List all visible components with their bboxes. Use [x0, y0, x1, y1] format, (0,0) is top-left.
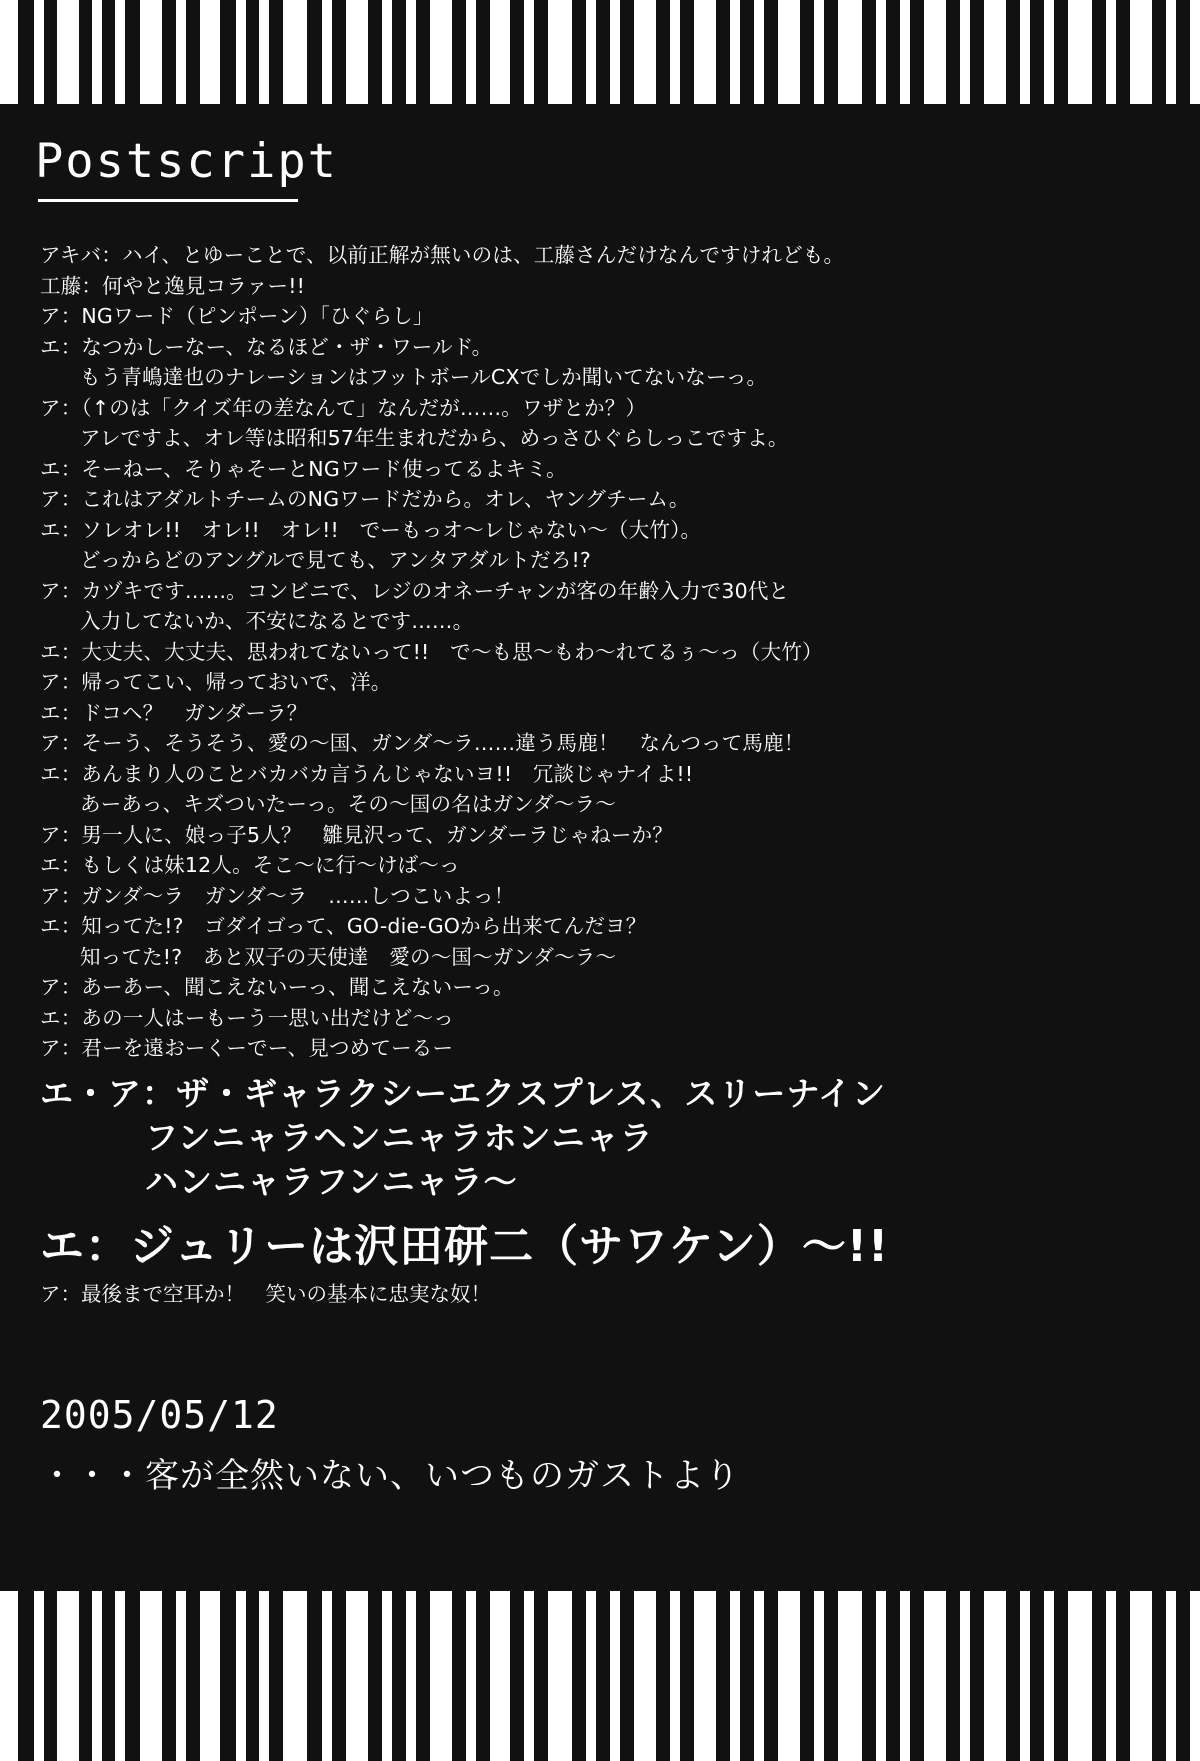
stripe-bar	[0, 0, 18, 104]
stripe-bar	[694, 1591, 716, 1761]
stripe-bar	[57, 1591, 79, 1761]
stripe-bar	[283, 0, 307, 104]
page-title: Postscript	[35, 134, 338, 189]
stripe-bar	[140, 0, 162, 104]
stripe-bar	[176, 1591, 186, 1761]
stripe-bar	[57, 0, 79, 104]
stripe-bar	[838, 0, 862, 104]
dialogue-line: エ：そーねー、そりゃそーとNGワード使ってるよキミ。	[40, 456, 567, 481]
stripe-bar	[900, 0, 910, 104]
stripe-bar	[1130, 1591, 1152, 1761]
stripe-bar	[406, 0, 416, 104]
dialogue-line: 工藤：何やと逸見コラァー!!	[40, 273, 306, 298]
stripe-bar	[259, 1591, 269, 1761]
stripe-bar	[754, 0, 764, 104]
stripe-bar	[876, 1591, 886, 1761]
stripe-bar	[524, 1591, 534, 1761]
stripe-bar	[610, 1591, 620, 1761]
dialogue-line: 入力してないか、不安になるとです……。	[80, 609, 474, 633]
shout-line-5: ア：最後まで空耳か！ 笑いの基本に忠実な奴！	[40, 1281, 491, 1306]
bottom-stripe-band	[0, 1591, 1200, 1761]
stripe-bar	[984, 1591, 1006, 1761]
stripe-bar	[236, 1591, 246, 1761]
stripe-bar	[778, 0, 800, 104]
stripe-bar	[346, 0, 368, 104]
stripe-bar	[670, 1591, 680, 1761]
stripe-bar	[960, 1591, 970, 1761]
stripe-bar	[406, 1591, 416, 1761]
dialogue-line: アキバ：ハイ、とゆーことで、以前正解が無いのは、工藤さんだけなんですけれども。	[40, 243, 845, 267]
shout-line-1: エ・ア：ザ・ギャラクシーエクスプレス、スリーナイン	[40, 1073, 887, 1113]
dialogue-block	[0, 240, 1200, 1064]
stripe-bar	[1020, 0, 1030, 104]
stripe-bar	[754, 1591, 764, 1761]
stripe-bar	[634, 1591, 656, 1761]
stripe-bar	[0, 1591, 18, 1761]
stripe-bar	[694, 0, 716, 104]
dialogue-line: エ：もしくは妹12人。そこ〜に行〜けば〜っ	[40, 853, 460, 877]
shout-line-4: エ：ジュリーは沢田研二（サワケン）〜!!	[40, 1220, 890, 1272]
stripe-bar	[1106, 1591, 1116, 1761]
stripe-bar	[1166, 0, 1176, 104]
dialogue-line: ア：帰ってこい、帰っておいで、洋。	[40, 670, 392, 694]
top-stripe-band	[0, 0, 1200, 104]
stripe-bar	[115, 0, 125, 104]
stripe-bar	[200, 1591, 220, 1761]
stripe-bar	[900, 1591, 910, 1761]
dialogue-line: エ：ドコヘ？ ガンダーラ？	[40, 700, 308, 725]
dialogue-line: ア：男一人に、娘っ子5人？ 雛見沢って、ガンダーラじゃねーか？	[40, 822, 674, 847]
stripe-bar	[382, 1591, 392, 1761]
dialogue-line: もう青嶋達也のナレーションはフットボールCXでしか聞いてないなーっ。	[80, 365, 768, 389]
dialogue-line: ア：ガンダ〜ラ ガンダ〜ラ ……しつこいよっ！	[40, 883, 515, 908]
stripe-bar	[548, 1591, 572, 1761]
stripe-bar	[924, 0, 946, 104]
stripe-bar	[814, 1591, 824, 1761]
stripe-bar	[1190, 1591, 1200, 1761]
shout-block	[0, 1072, 1200, 1308]
dialogue-line: あーあっ、キズついたーっ。その〜国の名はガンダ〜ラ〜	[80, 792, 616, 816]
stripe-bar	[1068, 1591, 1092, 1761]
stripe-bar	[730, 1591, 740, 1761]
shout-line-3: ハンニャラフンニャラ〜	[145, 1161, 518, 1201]
stripe-bar	[259, 0, 269, 104]
stripe-bar	[924, 1591, 946, 1761]
dialogue-line: ア：君ーを遠おーくーでー、見つめてーるー	[40, 1036, 454, 1060]
page-content	[0, 104, 1200, 1502]
dialogue-line: エ：あんまり人のことバカバカ言うんじゃないヨ!! 冗談じゃナイよ!!	[40, 761, 694, 786]
stripe-bar	[814, 0, 824, 104]
stripe-bar	[1068, 0, 1092, 104]
stripe-bar	[670, 0, 680, 104]
dialogue-line: どっからどのアングルで見ても、アンタアダルトだろ!?	[80, 548, 591, 572]
stripe-bar	[92, 0, 102, 104]
stripe-bar	[730, 0, 740, 104]
stripe-bar	[490, 1591, 510, 1761]
stripe-bar	[430, 0, 452, 104]
stripe-bar	[322, 0, 332, 104]
stripe-bar	[236, 0, 246, 104]
stripe-bar	[1106, 0, 1116, 104]
dialogue-line: ア：そーう、そうそう、愛の〜国、ガンダ〜ラ……違う馬鹿！ なんつって馬鹿！	[40, 731, 805, 755]
stripe-bar	[586, 0, 596, 104]
dialogue-line: アレですよ、オレ等は昭和57年生まれだから、めっさひぐらしっこですよ。	[80, 426, 789, 450]
stripe-bar	[1130, 0, 1152, 104]
stripe-bar	[34, 0, 44, 104]
stripe-bar	[1044, 1591, 1054, 1761]
stripe-bar	[200, 0, 220, 104]
stripe-bar	[1020, 1591, 1030, 1761]
stripe-bar	[466, 0, 476, 104]
stripe-bar	[322, 1591, 332, 1761]
dialogue-line: エ：ソレオレ!! オレ!! オレ!! でーもっオ〜レじゃない〜（大竹）。	[40, 517, 702, 542]
dialogue-line: ア：（↑のは「クイズ年の差なんて」なんだが……。ワザとか？）	[40, 395, 647, 420]
stripe-bar	[586, 1591, 596, 1761]
stripe-bar	[1190, 0, 1200, 104]
colophon-place: ・・・客が全然いない、いつものガストより	[40, 1455, 740, 1496]
dialogue-line: エ：大丈夫、大丈夫、思われてないって!! で〜も思〜もわ〜れてるぅ〜っ（大竹）	[40, 639, 823, 664]
title-underline	[38, 199, 298, 202]
stripe-bar	[548, 0, 572, 104]
stripe-bar	[382, 0, 392, 104]
stripe-bar	[778, 1591, 800, 1761]
dialogue-line: エ：知ってた!? ゴダイゴって、GO-die-GOから出来てんだヨ？	[40, 914, 647, 938]
shout-line-2: フンニャラヘンニャラホンニャラ	[145, 1117, 654, 1157]
stripe-bar	[960, 0, 970, 104]
stripe-bar	[610, 0, 620, 104]
stripe-bar	[283, 1591, 307, 1761]
stripe-bar	[838, 1591, 862, 1761]
stripe-bar	[1166, 1591, 1176, 1761]
stripe-bar	[1044, 0, 1054, 104]
stripe-bar	[34, 1591, 44, 1761]
stripe-bar	[430, 1591, 452, 1761]
dialogue-line: ア：カヅキです……。コンビニで、レジのオネーチャンが客の年齢入力で30代と	[40, 578, 790, 603]
colophon-block	[0, 1390, 1200, 1502]
stripe-bar	[490, 0, 510, 104]
stripe-bar	[466, 1591, 476, 1761]
dialogue-line: 知ってた!? あと双子の天使達 愛の〜国〜ガンダ〜ラ〜	[80, 944, 617, 969]
stripe-bar	[346, 1591, 368, 1761]
stripe-bar	[524, 0, 534, 104]
stripe-bar	[176, 0, 186, 104]
dialogue-line: エ：あの一人はーもーう一思い出だけど〜っ	[40, 1005, 454, 1030]
dialogue-line: エ：なつかしーなー、なるほど・ザ・ワールド。	[40, 334, 493, 359]
dialogue-line: ア：これはアダルトチームのNGワードだから。オレ、ヤングチーム。	[40, 487, 690, 511]
stripe-bar	[634, 0, 656, 104]
stripe-bar	[140, 1591, 162, 1761]
dialogue-line: ア：あーあー、聞こえないーっ、聞こえないーっ。	[40, 975, 514, 999]
stripe-bar	[984, 0, 1006, 104]
stripe-bar	[876, 0, 886, 104]
stripe-bar	[115, 1591, 125, 1761]
colophon-date: 2005/05/12	[40, 1392, 279, 1437]
stripe-bar	[92, 1591, 102, 1761]
dialogue-line: ア：NGワード（ピンポーン）「ひぐらし」	[40, 304, 434, 328]
